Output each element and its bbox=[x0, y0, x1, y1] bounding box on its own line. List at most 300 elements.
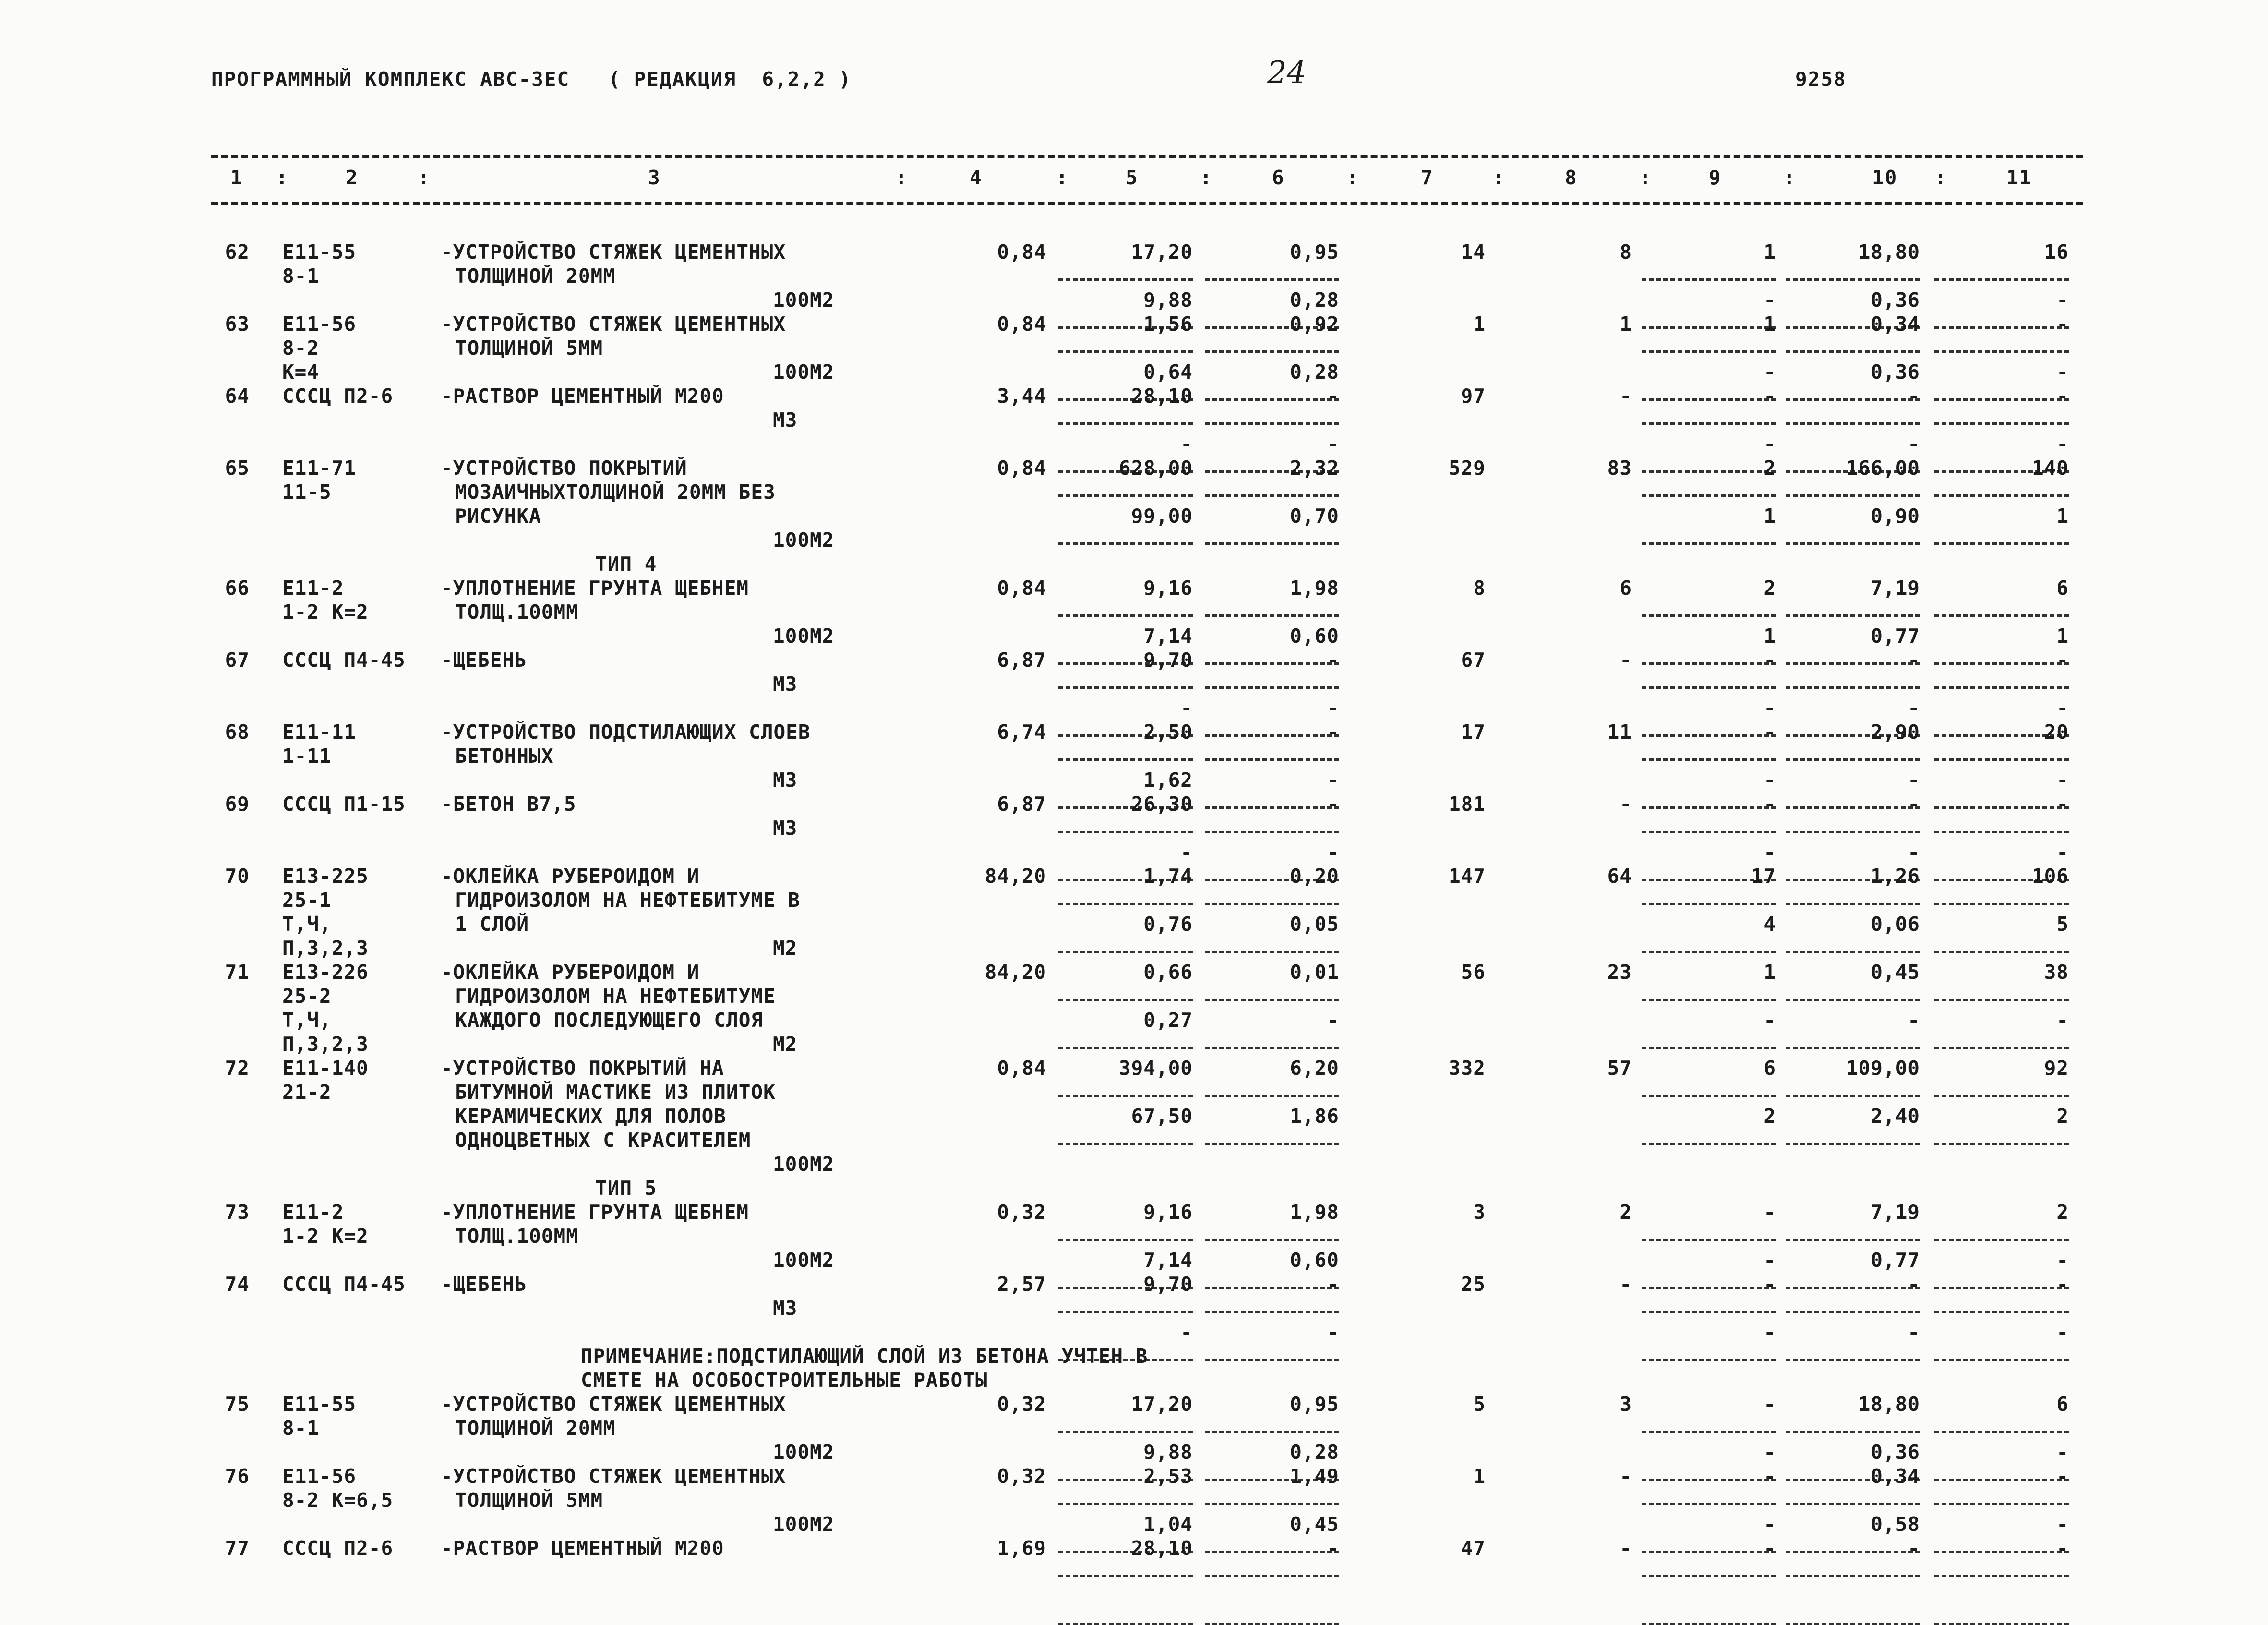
value-c11-sub: - bbox=[2056, 361, 2069, 384]
column-separator: : bbox=[418, 166, 431, 189]
row-number: 63 bbox=[225, 313, 250, 336]
value-c6: - bbox=[1327, 793, 1339, 816]
value-c9-sub: - bbox=[1764, 361, 1776, 384]
rate-code: 21-2 bbox=[282, 1081, 332, 1104]
work-description: -ЩЕБЕНЬ bbox=[441, 1273, 527, 1296]
column-header-7: 7 bbox=[1421, 166, 1434, 189]
sub-rule bbox=[1934, 686, 2069, 689]
unit-of-measure: 100М2 bbox=[773, 529, 835, 552]
value-c5: 28,10 bbox=[1131, 1537, 1193, 1560]
sub-rule bbox=[1205, 686, 1339, 689]
sub-rule bbox=[1205, 350, 1339, 353]
value-c11-sub: - bbox=[2056, 289, 2069, 312]
sub-rule bbox=[1934, 1047, 2069, 1049]
sub-rule bbox=[1934, 831, 2069, 833]
value-c9: - bbox=[1764, 385, 1776, 408]
sub-rule bbox=[1786, 1095, 1920, 1097]
sub-rule bbox=[1642, 1503, 1776, 1505]
value-c8: - bbox=[1620, 1273, 1632, 1296]
value-c11-sub: 1 bbox=[2056, 505, 2069, 528]
work-description: -УСТРОЙСТВО СТЯЖЕК ЦЕМЕНТНЫХ bbox=[441, 241, 786, 264]
quantity: 6,87 bbox=[997, 649, 1046, 672]
value-c8: - bbox=[1620, 793, 1632, 816]
value-c5: 1,74 bbox=[1143, 865, 1193, 888]
rate-code: П,3,2,3 bbox=[282, 937, 369, 960]
sub-rule bbox=[1058, 951, 1193, 953]
sub-rule bbox=[1786, 951, 1920, 953]
work-description: КАЖДОГО ПОСЛЕДУЮЩЕГО СЛОЯ bbox=[455, 1009, 764, 1032]
value-c8: 23 bbox=[1607, 961, 1632, 984]
sub-rule bbox=[1642, 1623, 1776, 1625]
rate-code: 1-11 bbox=[282, 745, 332, 768]
sub-rule bbox=[1058, 350, 1193, 353]
value-c6: 1,49 bbox=[1290, 1465, 1339, 1488]
work-description: -ЩЕБЕНЬ bbox=[441, 649, 527, 672]
sub-rule bbox=[1934, 903, 2069, 905]
value-c6-sub: - bbox=[1327, 1009, 1339, 1032]
value-c5: 394,00 bbox=[1118, 1057, 1193, 1080]
row-number: 69 bbox=[225, 793, 250, 816]
value-c5-sub: 9,88 bbox=[1143, 1441, 1193, 1464]
work-description: -УПЛОТНЕНИЕ ГРУНТА ЩЕБНЕМ bbox=[441, 1201, 749, 1224]
sub-rule bbox=[1934, 1503, 2069, 1505]
sub-rule bbox=[1786, 422, 1920, 425]
rate-code: 25-2 bbox=[282, 985, 332, 1008]
sub-rule bbox=[1934, 614, 2069, 617]
value-c10: 166,00 bbox=[1846, 457, 1920, 480]
value-c11: - bbox=[2056, 1537, 2069, 1560]
rate-code: Е11-2 bbox=[282, 1201, 344, 1224]
value-c7: 147 bbox=[1448, 865, 1486, 888]
value-c11-sub: - bbox=[2056, 841, 2069, 864]
quantity: 0,32 bbox=[997, 1465, 1046, 1488]
value-c7: 3 bbox=[1473, 1201, 1486, 1224]
value-c10-sub: - bbox=[1908, 433, 1920, 456]
value-c10-sub: 0,77 bbox=[1871, 1249, 1920, 1272]
work-description: -УСТРОЙСТВО ПОДСТИЛАЮЩИХ СЛОЕВ bbox=[441, 721, 811, 744]
value-c5: 9,70 bbox=[1143, 649, 1193, 672]
sub-rule bbox=[1058, 1095, 1193, 1097]
sub-rule bbox=[1205, 422, 1339, 425]
quantity: 0,32 bbox=[997, 1201, 1046, 1224]
sub-rule bbox=[1058, 1623, 1193, 1625]
sub-rule bbox=[1786, 542, 1920, 545]
rate-code: Е11-2 bbox=[282, 577, 344, 600]
row-number: 68 bbox=[225, 721, 250, 744]
quantity: 84,20 bbox=[984, 865, 1046, 888]
sub-rule bbox=[1058, 614, 1193, 617]
value-c6: 0,95 bbox=[1290, 241, 1339, 264]
value-c7: 181 bbox=[1448, 793, 1486, 816]
sub-rule bbox=[1642, 903, 1776, 905]
rate-code: П,3,2,3 bbox=[282, 1033, 369, 1056]
value-c11: - bbox=[2056, 649, 2069, 672]
rate-code: Е11-55 bbox=[282, 241, 357, 264]
sub-rule bbox=[1058, 903, 1193, 905]
value-c9-sub: - bbox=[1764, 433, 1776, 456]
value-c10: - bbox=[1908, 1537, 1920, 1560]
value-c9: 2 bbox=[1764, 457, 1776, 480]
value-c10: 1,26 bbox=[1871, 865, 1920, 888]
sub-rule bbox=[1205, 1143, 1339, 1145]
column-header-1: 1 bbox=[230, 166, 243, 189]
sub-rule bbox=[1934, 1311, 2069, 1313]
sub-rule bbox=[1642, 1239, 1776, 1241]
value-c5: 628,00 bbox=[1118, 457, 1193, 480]
value-c8: - bbox=[1620, 1465, 1632, 1488]
section-title-type-4: ТИП 4 bbox=[595, 553, 657, 576]
value-c6-sub: 0,28 bbox=[1290, 289, 1339, 312]
sub-rule bbox=[1934, 542, 2069, 545]
value-c7: 67 bbox=[1461, 649, 1486, 672]
value-c6: 0,95 bbox=[1290, 1393, 1339, 1416]
sub-rule bbox=[1205, 1239, 1339, 1241]
column-separator: : bbox=[1783, 166, 1796, 189]
value-c9-sub: 1 bbox=[1764, 505, 1776, 528]
value-c11: 20 bbox=[2044, 721, 2069, 744]
value-c10-sub: - bbox=[1908, 697, 1920, 720]
value-c9-sub: - bbox=[1764, 289, 1776, 312]
value-c8: 64 bbox=[1607, 865, 1632, 888]
quantity: 6,74 bbox=[997, 721, 1046, 744]
unit-of-measure: 100М2 bbox=[773, 625, 835, 648]
rate-code: Е13-226 bbox=[282, 961, 369, 984]
sub-rule bbox=[1058, 494, 1193, 497]
unit-of-measure: 100М2 bbox=[773, 1153, 835, 1176]
column-separator: : bbox=[276, 166, 289, 189]
unit-of-measure: М3 bbox=[773, 1297, 798, 1320]
value-c5: 9,16 bbox=[1143, 1201, 1193, 1224]
value-c10: - bbox=[1908, 793, 1920, 816]
value-c5: 0,66 bbox=[1143, 961, 1193, 984]
row-number: 75 bbox=[225, 1393, 250, 1416]
sub-rule bbox=[1786, 758, 1920, 761]
value-c9: 6 bbox=[1764, 1057, 1776, 1080]
value-c10: 2,90 bbox=[1871, 721, 1920, 744]
value-c7: 25 bbox=[1461, 1273, 1486, 1296]
work-description: ГИДРОИЗОЛОМ НА НЕФТЕБИТУМЕ В bbox=[455, 889, 801, 912]
sub-rule bbox=[1205, 278, 1339, 281]
work-description: -УСТРОЙСТВО СТЯЖЕК ЦЕМЕНТНЫХ bbox=[441, 1393, 786, 1416]
row-number: 67 bbox=[225, 649, 250, 672]
work-description: -БЕТОН В7,5 bbox=[441, 793, 576, 816]
sub-rule bbox=[1205, 494, 1339, 497]
value-c9: - bbox=[1764, 721, 1776, 744]
value-c7: 56 bbox=[1461, 961, 1486, 984]
quantity: 0,84 bbox=[997, 313, 1046, 336]
sub-rule bbox=[1058, 1047, 1193, 1049]
value-c11-sub: - bbox=[2056, 1441, 2069, 1464]
sub-rule bbox=[1934, 1239, 2069, 1241]
sub-rule bbox=[1205, 1431, 1339, 1433]
value-c7: 5 bbox=[1473, 1393, 1486, 1416]
column-separator: : bbox=[1934, 166, 1947, 189]
rate-code: Е11-56 bbox=[282, 313, 357, 336]
value-c10-sub: 0,36 bbox=[1871, 289, 1920, 312]
column-separator: : bbox=[1639, 166, 1652, 189]
column-header-8: 8 bbox=[1565, 166, 1578, 189]
value-c11-sub: 2 bbox=[2056, 1105, 2069, 1128]
sub-rule bbox=[1934, 1575, 2069, 1577]
value-c8: 1 bbox=[1620, 313, 1632, 336]
value-c5: 2,53 bbox=[1143, 1465, 1193, 1488]
value-c11-sub: - bbox=[2056, 1513, 2069, 1536]
table-header-rule bbox=[211, 202, 2083, 205]
rate-code: Е13-225 bbox=[282, 865, 369, 888]
value-c9-sub: 2 bbox=[1764, 1105, 1776, 1128]
value-c9-sub: - bbox=[1764, 1009, 1776, 1032]
value-c11-sub: - bbox=[2056, 697, 2069, 720]
unit-of-measure: М2 bbox=[773, 937, 798, 960]
rate-code: К=4 bbox=[282, 361, 320, 384]
value-c7: 47 bbox=[1461, 1537, 1486, 1560]
value-c6-sub: 0,70 bbox=[1290, 505, 1339, 528]
value-c7: 1 bbox=[1473, 1465, 1486, 1488]
value-c10-sub: 0,90 bbox=[1871, 505, 1920, 528]
work-description: 1 СЛОЙ bbox=[455, 913, 529, 936]
column-header-2: 2 bbox=[346, 166, 359, 189]
value-c10: 7,19 bbox=[1871, 1201, 1920, 1224]
sub-rule bbox=[1934, 758, 2069, 761]
value-c5-sub: - bbox=[1180, 1321, 1193, 1344]
quantity: 0,32 bbox=[997, 1393, 1046, 1416]
column-header-10: 10 bbox=[1872, 166, 1898, 189]
value-c6-sub: 0,28 bbox=[1290, 361, 1339, 384]
value-c9: 1 bbox=[1764, 241, 1776, 264]
work-description: ГИДРОИЗОЛОМ НА НЕФТЕБИТУМЕ bbox=[455, 985, 776, 1008]
value-c8: 11 bbox=[1607, 721, 1632, 744]
value-c10: 0,45 bbox=[1871, 961, 1920, 984]
work-description: -ОКЛЕЙКА РУБЕРОИДОМ И bbox=[441, 961, 700, 984]
value-c5-sub: 0,64 bbox=[1143, 361, 1193, 384]
sub-rule bbox=[1205, 903, 1339, 905]
value-c7: 529 bbox=[1448, 457, 1486, 480]
quantity: 84,20 bbox=[984, 961, 1046, 984]
value-c9-sub: - bbox=[1764, 1513, 1776, 1536]
sub-rule bbox=[1786, 494, 1920, 497]
sub-rule bbox=[1642, 1359, 1776, 1361]
work-description: ТОЛЩИНОЙ 20ММ bbox=[455, 265, 615, 288]
quantity: 0,84 bbox=[997, 457, 1046, 480]
sub-rule bbox=[1058, 1239, 1193, 1241]
sub-rule bbox=[1934, 1623, 2069, 1625]
sub-rule bbox=[1786, 278, 1920, 281]
value-c10: 0,34 bbox=[1871, 313, 1920, 336]
value-c11-sub: - bbox=[2056, 769, 2069, 792]
unit-of-measure: 100М2 bbox=[773, 1513, 835, 1536]
sub-rule bbox=[1205, 951, 1339, 953]
value-c9-sub: 1 bbox=[1764, 625, 1776, 648]
table-top-rule bbox=[211, 155, 2083, 158]
quantity: 6,87 bbox=[997, 793, 1046, 816]
value-c10-sub: 0,06 bbox=[1871, 913, 1920, 936]
value-c11: - bbox=[2056, 1465, 2069, 1488]
value-c8: - bbox=[1620, 385, 1632, 408]
work-description: -РАСТВОР ЦЕМЕНТНЫЙ М200 bbox=[441, 1537, 724, 1560]
work-description: БЕТОННЫХ bbox=[455, 745, 554, 768]
work-description: -УПЛОТНЕНИЕ ГРУНТА ЩЕБНЕМ bbox=[441, 577, 749, 600]
value-c6: 1,98 bbox=[1290, 577, 1339, 600]
sub-rule bbox=[1205, 1359, 1339, 1361]
work-description: ТОЛЩИНОЙ 5ММ bbox=[455, 1489, 603, 1512]
row-number: 65 bbox=[225, 457, 250, 480]
sub-rule bbox=[1058, 831, 1193, 833]
sub-rule bbox=[1786, 614, 1920, 617]
quantity: 0,84 bbox=[997, 577, 1046, 600]
work-description: -РАСТВОР ЦЕМЕНТНЫЙ М200 bbox=[441, 385, 724, 408]
sub-rule bbox=[1786, 903, 1920, 905]
value-c11: 92 bbox=[2044, 1057, 2069, 1080]
value-c8: - bbox=[1620, 649, 1632, 672]
sub-rule bbox=[1058, 422, 1193, 425]
sub-rule bbox=[1786, 999, 1920, 1001]
value-c9-sub: - bbox=[1764, 697, 1776, 720]
quantity: 0,84 bbox=[997, 241, 1046, 264]
value-c7: 1 bbox=[1473, 313, 1486, 336]
page-number: 24 bbox=[1267, 55, 1307, 91]
column-header-3: 3 bbox=[648, 166, 661, 189]
value-c6-sub: - bbox=[1327, 697, 1339, 720]
value-c6: - bbox=[1327, 1273, 1339, 1296]
rate-code: 25-1 bbox=[282, 889, 332, 912]
value-c9: 1 bbox=[1764, 313, 1776, 336]
sub-rule bbox=[1934, 1431, 2069, 1433]
column-header-4: 4 bbox=[970, 166, 983, 189]
value-c5-sub: 0,76 bbox=[1143, 913, 1193, 936]
value-c8: 57 bbox=[1607, 1057, 1632, 1080]
sub-rule bbox=[1642, 542, 1776, 545]
quantity: 0,84 bbox=[997, 1057, 1046, 1080]
value-c5: 2,50 bbox=[1143, 721, 1193, 744]
value-c7: 332 bbox=[1448, 1057, 1486, 1080]
value-c11: 2 bbox=[2056, 1201, 2069, 1224]
value-c6-sub: - bbox=[1327, 841, 1339, 864]
value-c10: 18,80 bbox=[1858, 241, 1920, 264]
value-c11: 6 bbox=[2056, 577, 2069, 600]
rate-code: СССЦ П4-45 bbox=[282, 1273, 406, 1296]
value-c6: 0,20 bbox=[1290, 865, 1339, 888]
sub-rule bbox=[1205, 999, 1339, 1001]
value-c5-sub: 1,62 bbox=[1143, 769, 1193, 792]
value-c6: - bbox=[1327, 649, 1339, 672]
rate-code: Е11-55 bbox=[282, 1393, 357, 1416]
sub-rule bbox=[1642, 1095, 1776, 1097]
work-description: -УСТРОЙСТВО СТЯЖЕК ЦЕМЕНТНЫХ bbox=[441, 313, 786, 336]
unit-of-measure: М3 bbox=[773, 673, 798, 696]
value-c10: - bbox=[1908, 385, 1920, 408]
rate-code: Е11-11 bbox=[282, 721, 357, 744]
quantity: 3,44 bbox=[997, 385, 1046, 408]
value-c11-sub: 1 bbox=[2056, 625, 2069, 648]
value-c11-sub: 5 bbox=[2056, 913, 2069, 936]
work-description: -ОКЛЕЙКА РУБЕРОИДОМ И bbox=[441, 865, 700, 888]
value-c6-sub: - bbox=[1327, 1321, 1339, 1344]
value-c9: - bbox=[1764, 649, 1776, 672]
sub-rule bbox=[1642, 278, 1776, 281]
value-c10: - bbox=[1908, 649, 1920, 672]
unit-of-measure: М2 bbox=[773, 1033, 798, 1056]
column-separator: : bbox=[1346, 166, 1359, 189]
value-c5: 9,16 bbox=[1143, 577, 1193, 600]
sub-rule bbox=[1205, 1503, 1339, 1505]
value-c11: 140 bbox=[2031, 457, 2069, 480]
value-c6: 0,01 bbox=[1290, 961, 1339, 984]
value-c9: - bbox=[1764, 793, 1776, 816]
sub-rule bbox=[1642, 422, 1776, 425]
sub-rule bbox=[1786, 1623, 1920, 1625]
rate-code: СССЦ П4-45 bbox=[282, 649, 406, 672]
sub-rule bbox=[1786, 1143, 1920, 1145]
work-description: ТОЛЩ.100ММ bbox=[455, 601, 578, 624]
value-c6-sub: 1,86 bbox=[1290, 1105, 1339, 1128]
value-c8: 3 bbox=[1620, 1393, 1632, 1416]
work-description: ТОЛЩИНОЙ 20ММ bbox=[455, 1417, 615, 1440]
sub-rule bbox=[1934, 1359, 2069, 1361]
value-c5-sub: 7,14 bbox=[1143, 1249, 1193, 1272]
sub-rule bbox=[1934, 350, 2069, 353]
value-c9-sub: - bbox=[1764, 769, 1776, 792]
column-header-11: 11 bbox=[2006, 166, 2032, 189]
value-c8: - bbox=[1620, 1537, 1632, 1560]
work-description: РИСУНКА bbox=[455, 505, 541, 528]
value-c11-sub: - bbox=[2056, 1009, 2069, 1032]
value-c11: 38 bbox=[2044, 961, 2069, 984]
sub-rule bbox=[1786, 1575, 1920, 1577]
row-number: 64 bbox=[225, 385, 250, 408]
sub-rule bbox=[1058, 278, 1193, 281]
sub-rule bbox=[1205, 758, 1339, 761]
value-c5: 9,70 bbox=[1143, 1273, 1193, 1296]
row-number: 76 bbox=[225, 1465, 250, 1488]
value-c7: 14 bbox=[1461, 241, 1486, 264]
value-c8: 2 bbox=[1620, 1201, 1632, 1224]
value-c8: 6 bbox=[1620, 577, 1632, 600]
value-c9-sub: - bbox=[1764, 841, 1776, 864]
section-title-type-5: ТИП 5 bbox=[595, 1177, 657, 1200]
sub-rule bbox=[1934, 999, 2069, 1001]
value-c9: - bbox=[1764, 1537, 1776, 1560]
value-c11: - bbox=[2056, 1273, 2069, 1296]
value-c5-sub: 1,04 bbox=[1143, 1513, 1193, 1536]
sub-rule bbox=[1934, 278, 2069, 281]
work-description: -УСТРОЙСТВО ПОКРЫТИЙ bbox=[441, 457, 687, 480]
sub-rule bbox=[1786, 1359, 1920, 1361]
value-c7: 97 bbox=[1461, 385, 1486, 408]
value-c9-sub: 4 bbox=[1764, 913, 1776, 936]
unit-of-measure: 100М2 bbox=[773, 361, 835, 384]
sub-rule bbox=[1786, 1239, 1920, 1241]
sub-rule bbox=[1058, 1311, 1193, 1313]
sub-rule bbox=[1642, 614, 1776, 617]
sub-rule bbox=[1642, 686, 1776, 689]
sub-rule bbox=[1934, 951, 2069, 953]
value-c5-sub: - bbox=[1180, 697, 1193, 720]
work-description: ТОЛЩ.100ММ bbox=[455, 1225, 578, 1248]
value-c9: 1 bbox=[1764, 961, 1776, 984]
value-c11: 106 bbox=[2031, 865, 2069, 888]
value-c9: 17 bbox=[1751, 865, 1776, 888]
sub-rule bbox=[1642, 1575, 1776, 1577]
row-number: 77 bbox=[225, 1537, 250, 1560]
value-c10-sub: 0,36 bbox=[1871, 1441, 1920, 1464]
value-c9: - bbox=[1764, 1393, 1776, 1416]
value-c5-sub: 7,14 bbox=[1143, 625, 1193, 648]
work-description: -УСТРОЙСТВО СТЯЖЕК ЦЕМЕНТНЫХ bbox=[441, 1465, 786, 1488]
value-c9: - bbox=[1764, 1465, 1776, 1488]
sub-rule bbox=[1058, 542, 1193, 545]
unit-of-measure: 100М2 bbox=[773, 289, 835, 312]
value-c10: 18,80 bbox=[1858, 1393, 1920, 1416]
